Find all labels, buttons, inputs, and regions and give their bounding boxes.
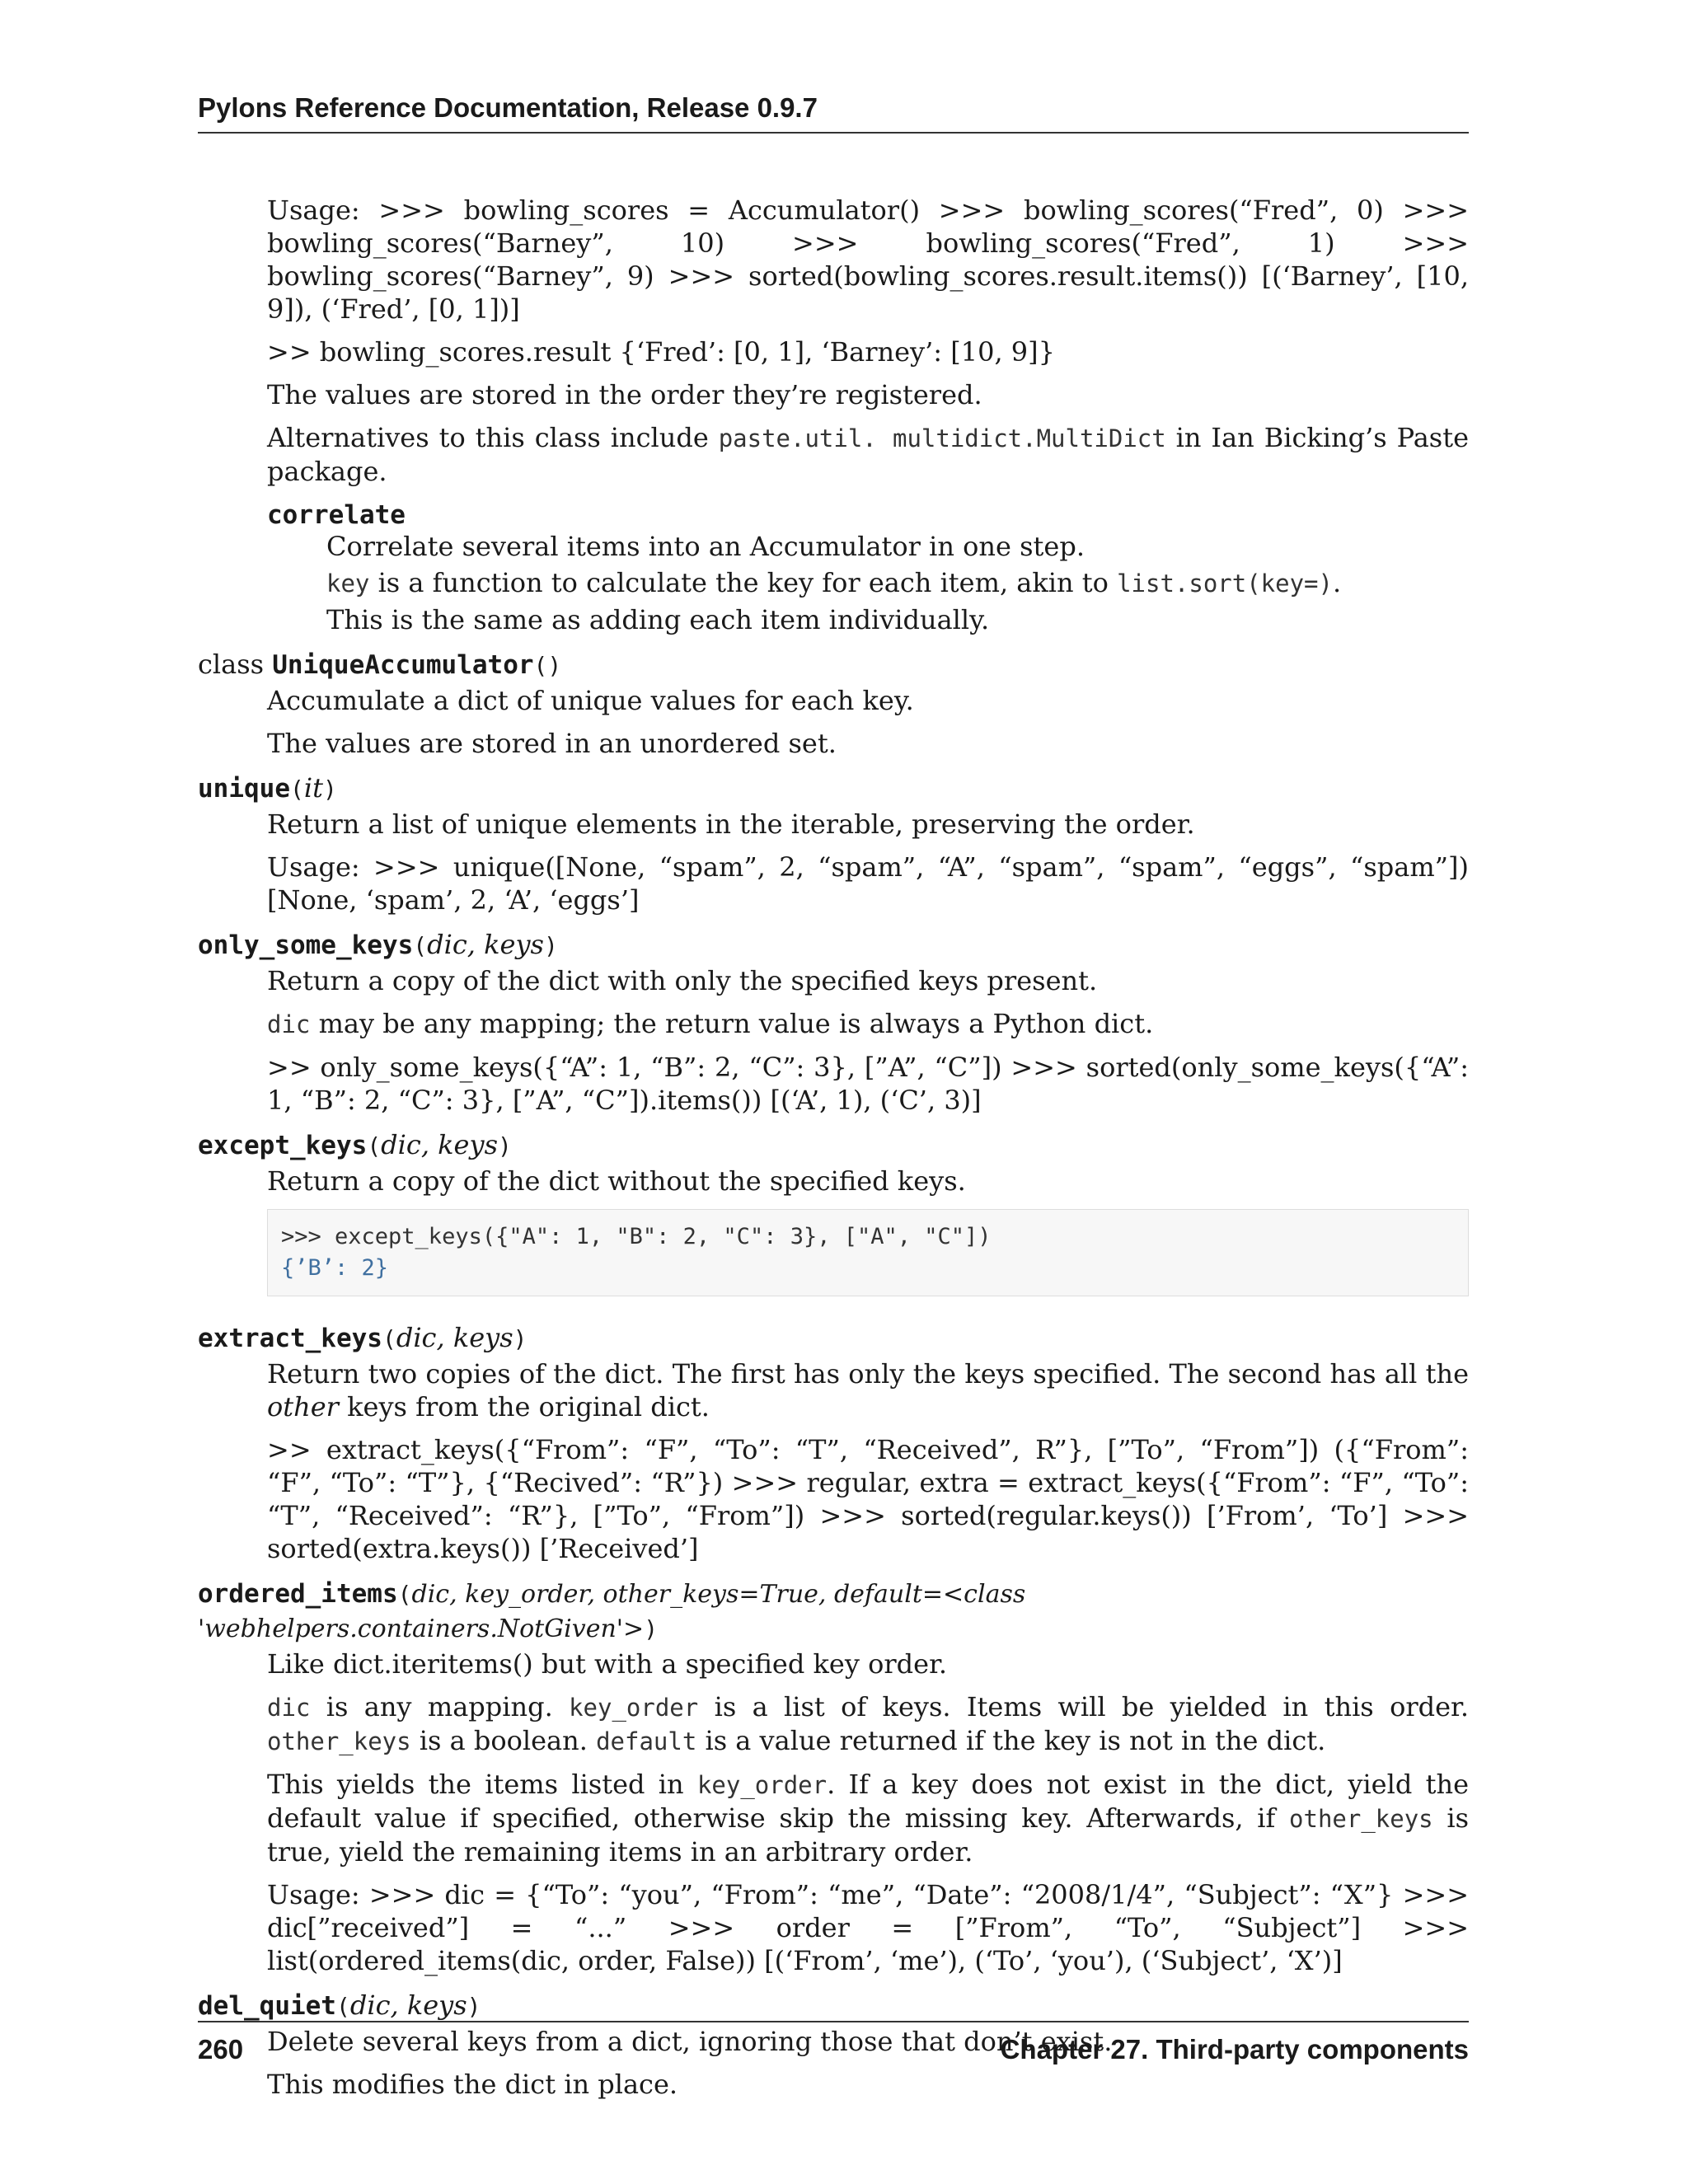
chapter-title: Chapter 27. Third-party components (1000, 2034, 1469, 2064)
ordered-items-name: ordered_items (198, 1579, 398, 1609)
unique-accumulator-signature: class UniqueAccumulator() (198, 649, 562, 680)
del-quiet-signature: del_quiet(dic, keys) (198, 1990, 481, 2021)
accumulator-alternatives: Alternatives to this class include paste.util. multidict.MultiDict in Ian Bicking’s Paste package. (267, 422, 1470, 487)
extract-keys-name: extract_keys (198, 1324, 382, 1353)
del-quiet-name: del_quiet (198, 1991, 336, 2021)
correlate-same-note: This is the same as adding each item individually. (326, 604, 990, 635)
unique-body: Return a list of unique elements in the iterable, preserving the order. Usage: >>> unique([None, “spam”, 2, “spam”, “A”, “spam”, “spam”, “eggs”, “spam”]) [None, ‘spam’, 2, ‘A’, ‘eggs’] (267, 808, 1469, 916)
only-some-keys-name: only_some_keys (198, 930, 414, 960)
accumulator-order-note: The values are stored in the order they’re registered. (267, 379, 982, 410)
code-line-2: {’B’: 2} (281, 1255, 389, 1281)
unique-accumulator-name: UniqueAccumulator (272, 650, 534, 680)
extract-keys-signature: extract_keys(dic, keys) (198, 1322, 528, 1353)
unique-signature: unique(it) (198, 772, 337, 804)
except-keys-code-block (267, 1209, 1469, 1296)
page-number: 260 (198, 2034, 244, 2064)
except-keys-name: except_keys (198, 1131, 368, 1160)
extract-keys-body: Return two copies of the dict. The first has only the keys specified. The second has all the other keys from the original dict. >> extract_keys({“From”: “F”, “To”: “T”, “Received”, R”}, [”To”, “From”]) ({“From”: “F”, “To”: “T”}, {“Recived”: “R”}) >>> regular, extra = extract_keys({“From”: “F”, “To”: “T”, “Received”: “R”}, [”To”, “From”]) >>> sorted(regular.keys()) [’From’, ‘To’] >>> sorted(extra.keys()) [’Received’] (267, 1358, 1469, 1564)
correlate-body (326, 530, 1469, 636)
ordered-items-body: Like dict.iteritems() but with a specified key order. dic is any mapping. key_order is a list of keys. Items will be yielded in this order. other_keys is a boolean. default is a value returned if the key is not in the dict. This yields the items listed in key_order. If a key does not exist in the dict, yield the default value if specified, otherwise skip the missing key. Afterwards, if other_keys is true, yield the remaining items in an arbitrary order. Usage: >>> dic = {“To”: “you”, “From”: “me”, “Date”: “2008/1/4”, “Subject”: “X”} >>> dic[”received”] = “...” >>> order = [”From”, “To”, “Subject”] >>> list(ordered_items(dic, order, False)) [(‘From’, ‘me’), (‘To’, ‘you’), (‘Subject’, ‘X’)] (267, 1648, 1470, 1976)
unique-name: unique (198, 774, 290, 804)
accumulator-usage: Usage: >>> bowling_scores = Accumulator() >>> bowling_scores(“Fred”, 0) >>> bowling_scores(“Barney”, 10) >>> bowling_scores(“Fred”, 1) >>> bowling_scores(“Barney”, 9) >>> sorted(bowling_scores.result.items()) [(‘Barney’, [10, 9]), (‘Fred’, [0, 1])] (267, 194, 1469, 325)
except-keys-body: Return a copy of the dict without the specified keys. (267, 1165, 966, 1197)
code-line-1: >>> except_keys({"A": 1, "B": 2, "C": 3}, ["A", "C"]) (281, 1224, 992, 1249)
page-content (198, 194, 1469, 2111)
only-some-keys-signature: only_some_keys(dic, keys) (198, 929, 558, 960)
correlate-desc: Correlate several items into an Accumulator in one step. (326, 531, 1085, 562)
page-header (198, 92, 1469, 134)
ordered-items-signature: ordered_items(dic, key_order, other_keys=True, default=<class 'webhelpers.containers.NotGiven'>) (198, 1579, 1026, 1643)
del-quiet-body: Delete several keys from a dict, ignoring those that don’t exist. This modifies the dict in place. (267, 2026, 1113, 2100)
correlate-name: correlate (267, 500, 406, 530)
accumulator-section (267, 194, 1469, 532)
correlate-key-note: key is a function to calculate the key for each item, akin to list.sort(key=). (326, 567, 1342, 598)
multidict-code: paste.util. multidict.MultiDict (718, 424, 1166, 452)
only-some-keys-body: Return a copy of the dict with only the specified keys present. dic may be any mapping; the return value is always a Python dict. >> only_some_keys({“A”: 1, “B”: 2, “C”: 3}, [”A”, “C”]) >>> sorted(only_some_keys({“A”: 1, “B”: 2, “C”: 3}, [”A”, “C”]).items()) [(‘A’, 1), (‘C’, 3)] (267, 965, 1469, 1116)
accumulator-result: >> bowling_scores.result {‘Fred’: [0, 1], ‘Barney’: [10, 9]} (267, 336, 1055, 368)
unique-accumulator-body: Accumulate a dict of unique values for each key. The values are stored in an unordered set. (267, 685, 914, 759)
document-title: Pylons Reference Documentation, Release 0.9.7 (198, 92, 818, 123)
correlate-signature (267, 498, 1469, 532)
except-keys-signature: except_keys(dic, keys) (198, 1129, 512, 1160)
